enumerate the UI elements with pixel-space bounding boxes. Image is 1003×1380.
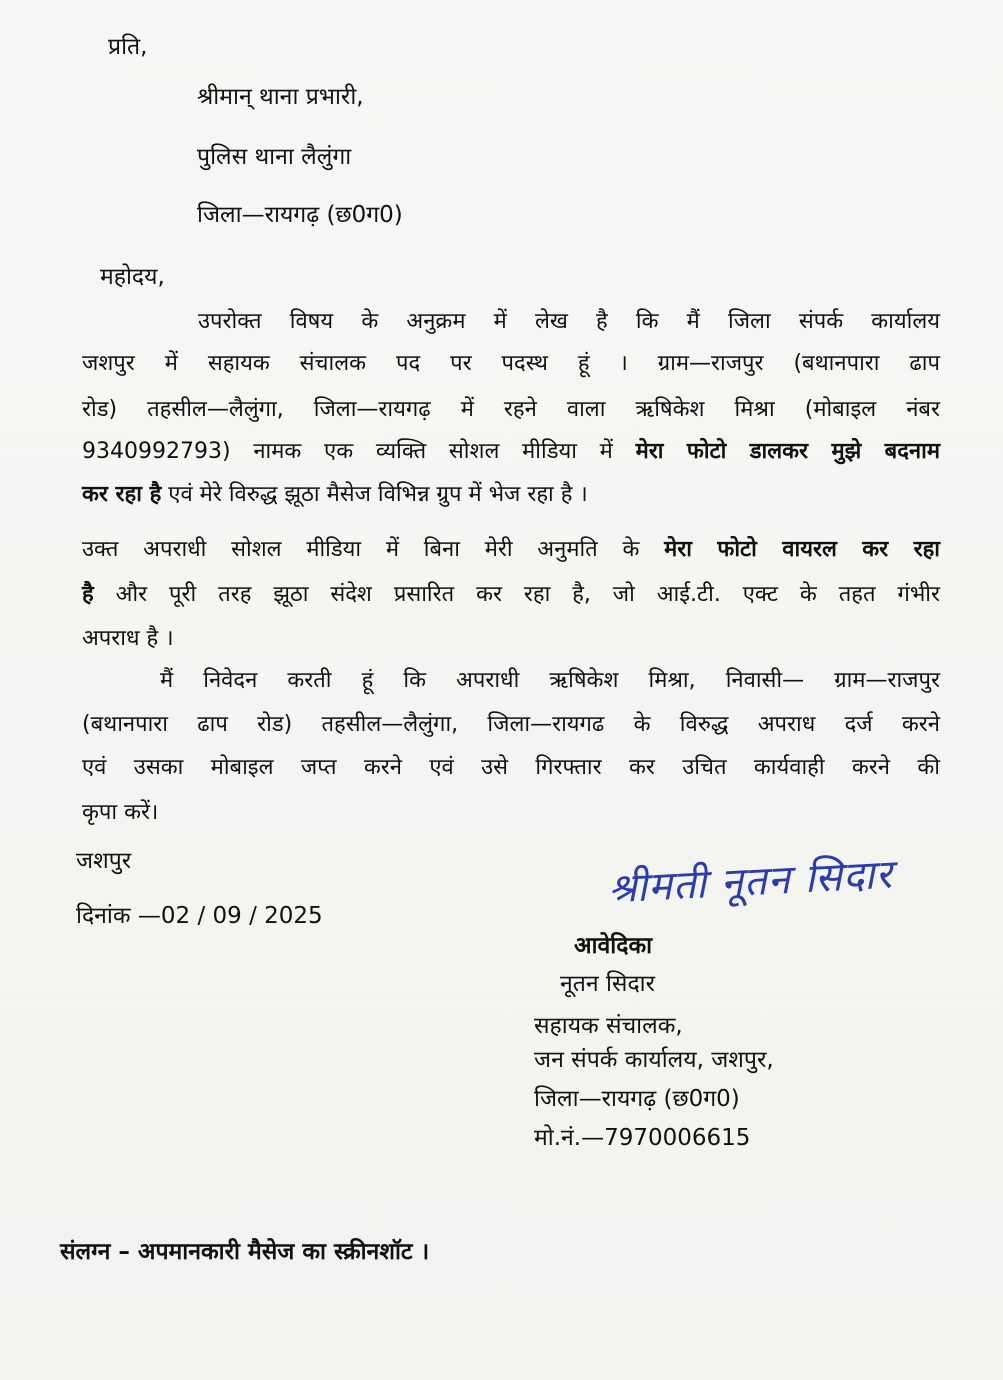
- para1-line5: [82, 484, 940, 506]
- para1-line5-text: एवं मेरे विरुद्ध झूठा मैसेज विभिन्न ग्रुप में भेज रहा है ।: [161, 482, 588, 507]
- para1-line4-bold: मेरा फोटो डालकर मुझे बदनाम: [635, 439, 940, 464]
- greeting: महोदय,: [100, 264, 165, 290]
- handwritten-signature: श्रीमती नूतन सिदार: [607, 851, 894, 913]
- para2-line1-text: उक्त अपराधी सोशल मीडिया में बिना मेरी अनुमति के: [82, 537, 665, 562]
- salutation-to: प्रति,: [108, 34, 148, 60]
- date: दिनांक —02 / 09 / 2025: [76, 903, 323, 929]
- para1-line1: उपरोक्त विषय के अनुक्रम में लेख है कि मैं जिला संपर्क कार्यालय: [198, 309, 940, 334]
- recipient-line-2: पुलिस थाना लैलुंगा: [197, 144, 352, 170]
- para3-line2: (बथानपारा ढाप रोड) तहसील—लैलुंगा, जिला—रायगढ के विरुद्ध अपराध दर्ज करने: [82, 712, 940, 737]
- place: जशपुर: [76, 848, 132, 874]
- para2-line1-bold: मेरा फोटो वायरल कर रहा: [664, 537, 940, 562]
- para2-line3: अपराध है ।: [82, 626, 174, 651]
- applicant-mobile: मो.नं.—7970006615: [534, 1125, 751, 1151]
- para1-line4-text: 9340992793) नामक एक व्यक्ति सोशल मीडिया में: [82, 439, 636, 464]
- para1-line4: [82, 441, 940, 463]
- para1-line2: जशपुर में सहायक संचालक पद पर पदस्थ हूं । ग्राम—राजपुर (बथानपारा ढाप: [82, 351, 940, 376]
- para1-line3: रोड) तहसील—लैलुंगा, जिला—रायगढ़ में रहने वाला ऋषिकेश मिश्रा (मोबाइल नंबर: [82, 397, 940, 422]
- applicant-name: नूतन सिदार: [560, 971, 656, 997]
- para2-line2: [82, 584, 940, 606]
- para2-line2-text: और पूरी तरह झूठा संदेश प्रसारित कर रहा है, जो आई.टी. एक्ट के तहत गंभीर: [93, 582, 940, 607]
- para3-line3: एवं उसका मोबाइल जप्त करने एवं उसे गिरफ्तार कर उचित कार्यवाही करने की: [82, 755, 940, 780]
- para2-line2-bold: है: [82, 582, 94, 607]
- para3-line1: मैं निवेदन करती हूं कि अपराधी ऋषिकेश मिश्रा, निवासी— ग्राम—राजपुर: [160, 668, 940, 693]
- para3-line4: कृपा करें।: [82, 800, 159, 825]
- applicant-designation: सहायक संचालक,: [534, 1013, 683, 1039]
- enclosure-note: संलग्न – अपमानकारी मैसेज का स्क्रीनशॉट ।: [60, 1239, 430, 1265]
- recipient-line-3: जिला—रायगढ़ (छ0ग0): [197, 202, 403, 228]
- para1-line5-bold: कर रहा है: [82, 482, 162, 507]
- applicant-office: जन संपर्क कार्यालय, जशपुर,: [534, 1047, 774, 1073]
- para2-line1: [82, 539, 940, 561]
- applicant-title: आवेदिका: [574, 933, 653, 959]
- recipient-line-1: श्रीमान् थाना प्रभारी,: [197, 84, 364, 110]
- applicant-district: जिला—रायगढ़ (छ0ग0): [534, 1086, 740, 1112]
